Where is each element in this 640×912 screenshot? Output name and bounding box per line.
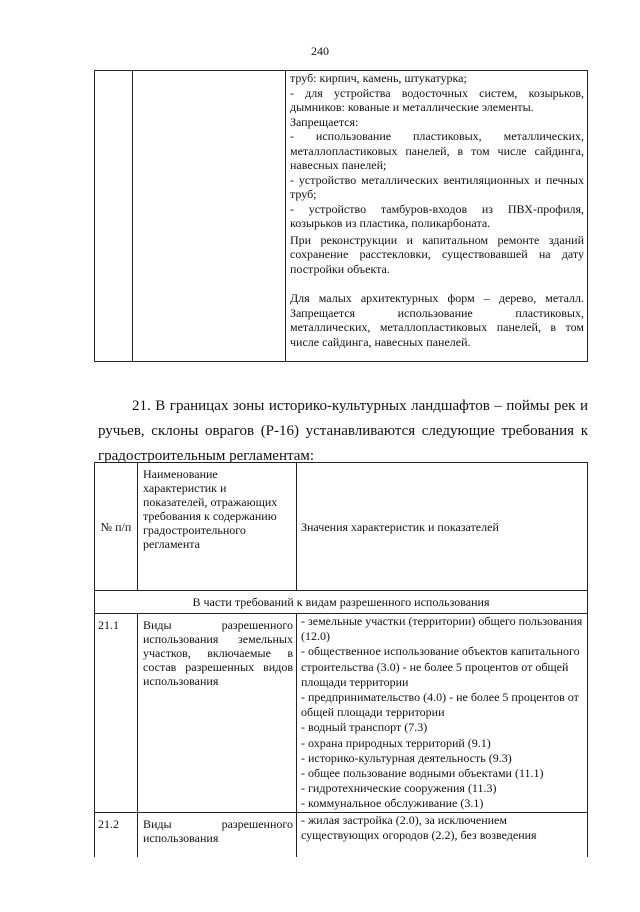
name-cell [133,71,286,362]
requirements-table [94,462,588,857]
list-item: - охрана природных территорий (9.1) [301,735,491,750]
text-line: - устройство металлических вентиляционных и печных труб; [290,172,584,201]
text-line: - устройство тамбуров-входов из ПВХ-профиля, козырьков из пластика, поликарбоната. [290,201,584,230]
list-item: - коммунальное обслуживание (3.1) [301,796,484,811]
header-num: № п/п [95,463,138,591]
section-paragraph: 21. В границах зоны историко-культурных ландшафтов – поймы рек и ручьев, склоны оврагов (Р-16) устанавливаются следующие требования к градостроительным регламентам: [98,398,588,464]
text-line: - использование пластиковых, металлических, металлопластиковых панелей, в том числе сайдинга, навесных панелей; [290,129,584,172]
section-row [95,591,588,614]
row-values [297,614,588,813]
list-item: - жилая застройка (2.0), за исключением существующих огородов (2.2), без возведения [301,812,537,842]
header-row [95,463,588,591]
table-row [95,71,588,362]
page-number: 240 [311,44,329,58]
text-line: труб: кирпич, камень, штукатурка; [290,71,467,85]
num-cell [95,71,133,362]
row-number: 21.2 [95,812,138,857]
list-item: - общественное использование объектов капитального строительства (3.0) - не более 5 процентов от общей площади территории [301,644,580,689]
header-values: Значения характеристик и показателей [297,463,588,591]
list-item: - историко-культурная деятельность (9.3) [301,750,512,765]
section-title: В части требований к видам разрешенного использования [95,591,588,614]
continued-table [94,70,588,362]
row-name: Виды разрешенного использования [138,812,297,857]
list-item: - гидротехнические сооружения (11.3) [301,781,497,796]
row-values [297,812,588,857]
text-line: При реконструкции и капитальном ремонте зданий сохранение расстекловки, существовавшей на дату постройки объекта. [290,232,584,276]
values-cell [286,71,588,362]
table-row [95,812,588,857]
list-item: - предпринимательство (4.0) - не более 5 процентов от общей площади территории [301,690,579,720]
row-number: 21.1 [95,614,138,813]
row-name: Виды разрешенного использования земельных участков, включаемые в состав разрешенных видов использования [138,614,297,813]
text-line: - для устройства водосточных систем, козырьков, дымников: кованые и металлические элементы. [290,85,584,114]
list-item: - земельные участки (территории) общего пользования (12.0) [301,614,583,644]
list-item: - общее пользование водными объектами (11.1) [301,766,544,781]
text-line: Запрещается: [290,114,359,129]
header-name: Наименование характеристик и показателей, отражающих требования к содержанию градостроительного регламента [138,463,297,591]
small-forms-text: Для малых архитектурных форм – дерево, металл. Запрещается использование пластиковых, металлических, металлопластиковых панелей, в том числе сайдинга, навесных панелей. [290,291,584,349]
table-row [95,614,588,813]
list-item: - водный транспорт (7.3) [301,720,428,735]
